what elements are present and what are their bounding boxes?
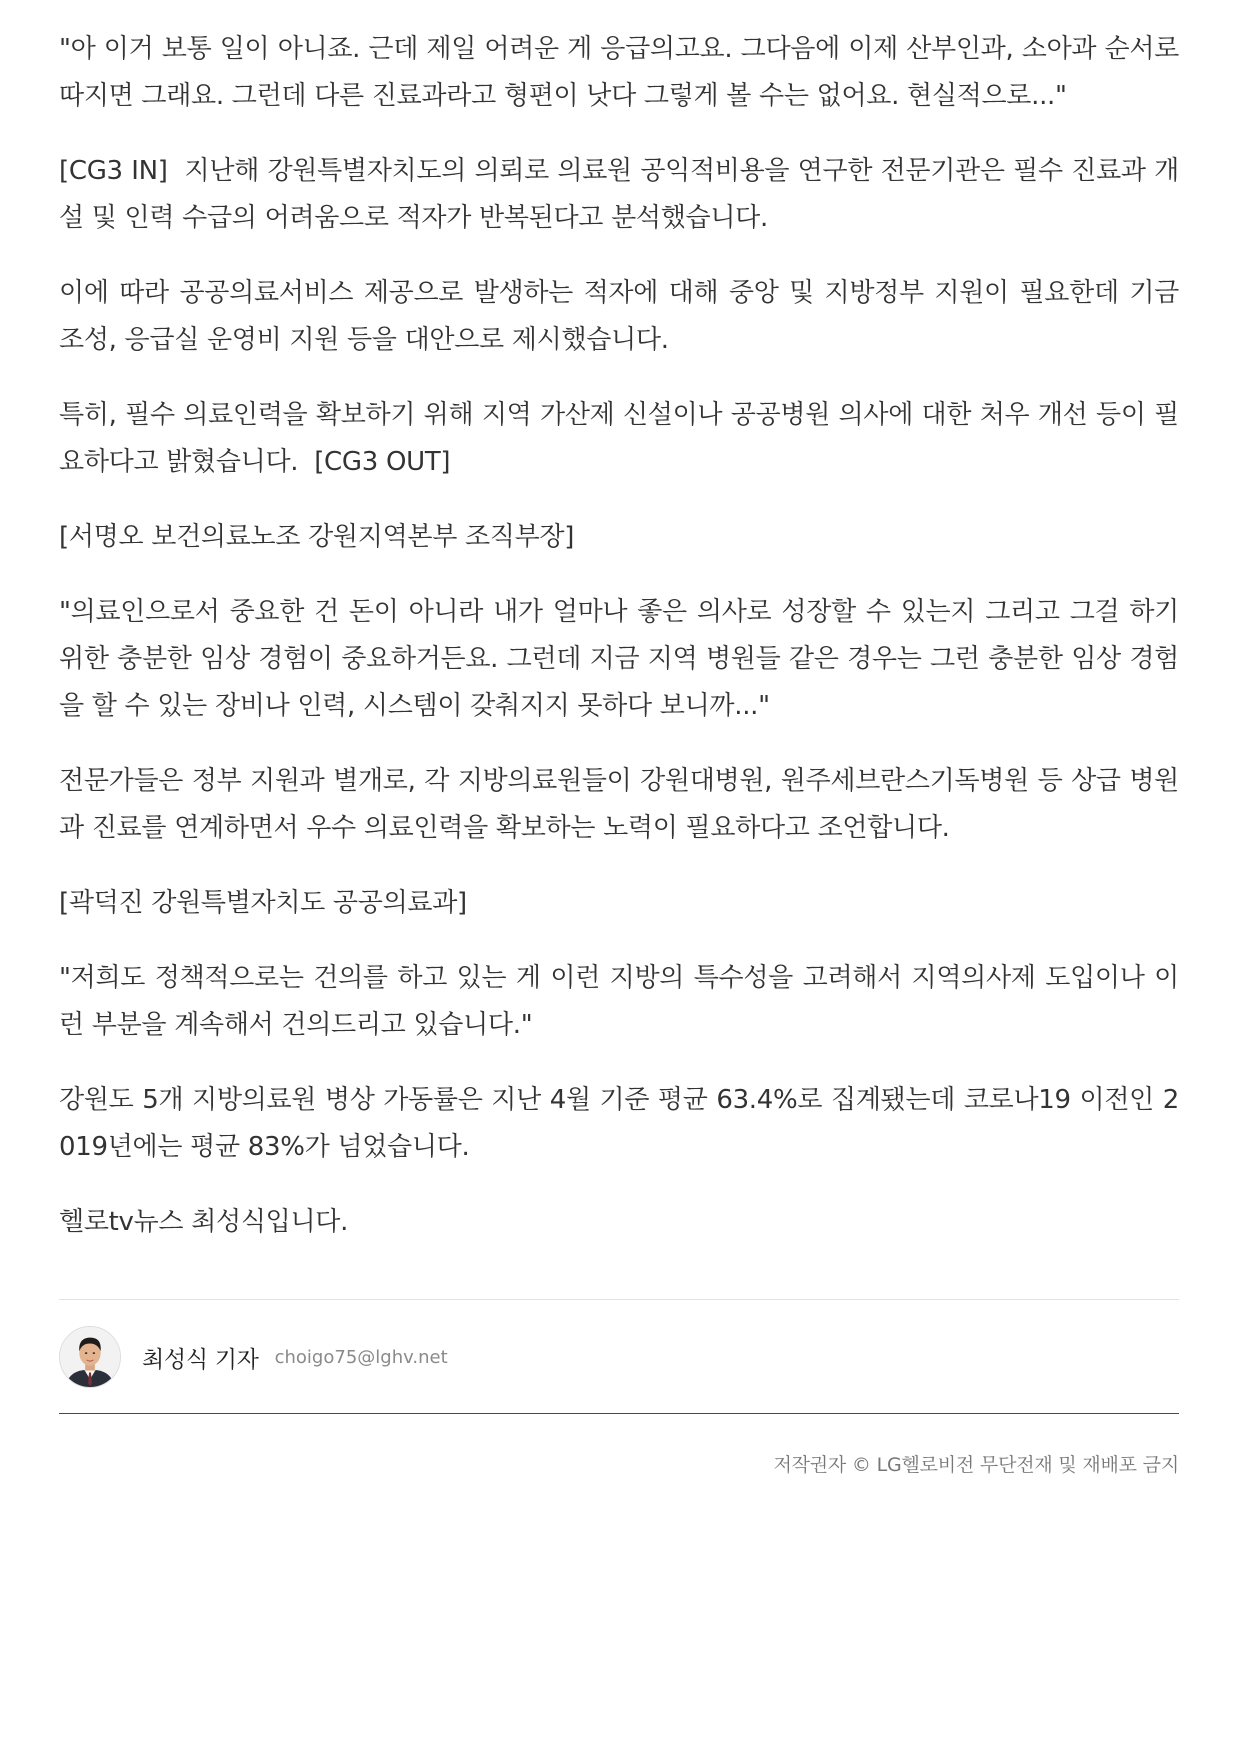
- article-paragraph: 특히, 필수 의료인력을 확보하기 위해 지역 가산제 신설이나 공공병원 의사에 대한 처우 개선 등이 필요하다고 밝혔습니다. [CG3 OUT]: [59, 400, 1179, 477]
- reporter-info: [59, 1299, 1179, 1414]
- speaker-caption: [곽덕진 강원특별자치도 공공의료과]: [59, 888, 467, 918]
- article-paragraph: 강원도 5개 지방의료원 병상 가동률은 지난 4월 기준 평균 63.4%로 집계됐는데 코로나19 이전인 2019년에는 평균 83%가 넘었습니다.: [59, 1085, 1179, 1162]
- reporter-photo-icon: [60, 1327, 120, 1387]
- article-paragraph: 전문가들은 정부 지원과 별개로, 각 지방의료원들이 강원대병원, 원주세브란스기독병원 등 상급 병원과 진료를 연계하면서 우수 의료인력을 확보하는 노력이 필요하다고 조언합니다.: [59, 766, 1179, 843]
- reporter-avatar: [59, 1326, 121, 1388]
- article-body: [59, 26, 1187, 1477]
- article-paragraph: [CG3 IN] 지난해 강원특별자치도의 의뢰로 의료원 공익적비용을 연구한 전문기관은 필수 진료과 개설 및 인력 수급의 어려움으로 적자가 반복된다고 분석했습니다.: [59, 156, 1179, 233]
- article-paragraph: 이에 따라 공공의료서비스 제공으로 발생하는 적자에 대해 중앙 및 지방정부 지원이 필요한데 기금 조성, 응급실 운영비 지원 등을 대안으로 제시했습니다.: [59, 278, 1187, 355]
- reporter-email-link[interactable]: choigo75@lghv.net: [274, 1346, 448, 1368]
- interview-quote: "아 이거 보통 일이 아니죠. 근데 제일 어려운 게 응급의고요. 그다음에 이제 산부인과, 소아과 순서로 따지면 그래요. 그런데 다른 진료과라고 형편이 낫다 그렇게 볼 수는 없어요. 현실적으로...": [59, 34, 1187, 111]
- copyright-notice: 저작권자 © LG헬로비전 무단전재 및 재배포 금지: [773, 1454, 1179, 1476]
- sign-off: 헬로tv뉴스 최성식입니다.: [59, 1207, 349, 1237]
- speaker-caption: [서명오 보건의료노조 강원지역본부 조직부장]: [59, 522, 575, 552]
- interview-quote: "저희도 정책적으로는 건의를 하고 있는 게 이런 지방의 특수성을 고려해서 지역의사제 도입이나 이런 부분을 계속해서 건의드리고 있습니다.": [59, 963, 1179, 1040]
- reporter-name: 최성식 기자: [142, 1346, 259, 1373]
- interview-quote: "의료인으로서 중요한 건 돈이 아니라 내가 얼마나 좋은 의사로 성장할 수 있는지 그리고 그걸 하기 위한 충분한 임상 경험이 중요하거든요. 그런데 지금 지역 병원들 같은 경우는 그런 충분한 임상 경험을 할 수 있는 장비나 인력, 시스템이 갖춰지지 못하다 보니까...": [59, 597, 1187, 721]
